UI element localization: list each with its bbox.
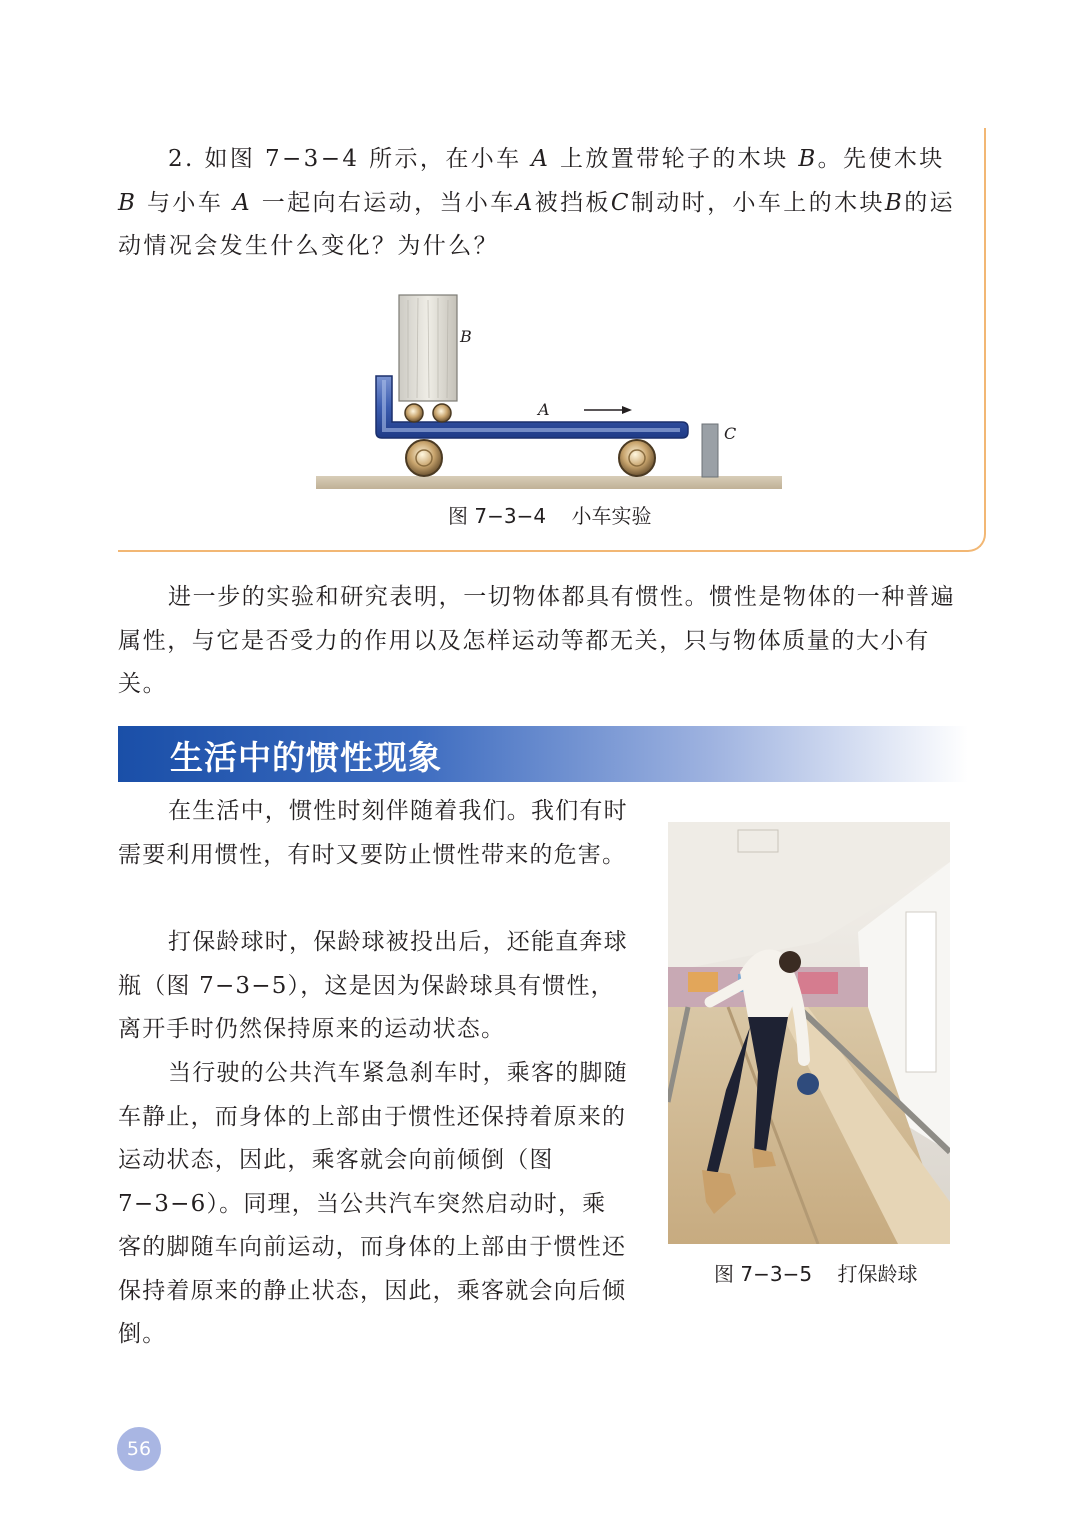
cart-wheel bbox=[619, 440, 655, 476]
section-banner bbox=[118, 726, 968, 782]
stopper-c bbox=[702, 424, 718, 477]
label-b: B bbox=[460, 327, 472, 346]
question-text: 2. 如图 7−3−4 所示，在小车 A 上放置带轮子的木块 B。先使木块 B 与小车 A 一起向右运动，当小车A被挡板C制动时，小车上的木块B的运动情况会发生什么变化？为什么？ bbox=[118, 146, 956, 259]
bowling-ball bbox=[797, 1073, 819, 1095]
page-number: 56 bbox=[117, 1427, 161, 1471]
block-wheel bbox=[433, 404, 451, 422]
ground bbox=[316, 476, 782, 489]
paragraph-inertia-in-life: 在生活中，惯性时刻伴随着我们。我们有时需要利用惯性，有时又要防止惯性带来的危害。 bbox=[118, 798, 628, 868]
block-wheel bbox=[405, 404, 423, 422]
cart-wheel bbox=[406, 440, 442, 476]
label-c: C bbox=[724, 424, 737, 443]
paragraph-inertia-property: 进一步的实验和研究表明，一切物体都具有惯性。惯性是物体的一种普遍属性，与它是否受力的作用以及怎样运动等都无关，只与物体质量的大小有关。 bbox=[118, 584, 956, 697]
section-title: 生活中的惯性现象 bbox=[170, 738, 442, 777]
bowling-photo bbox=[668, 822, 950, 1244]
figure-caption-7-3-5: 图 7−3−5 打保龄球 bbox=[714, 1262, 918, 1286]
paragraph-bus-braking: 当行驶的公共汽车紧急刹车时，乘客的脚随车静止，而身体的上部由于惯性还保持着原来的运动状态，因此，乘客就会向前倾倒（图 7−3−6）。同理，当公共汽车突然启动时，乘客的脚随车向前运动，而身体的上部由于惯性还保持着原来的静止状态，因此，乘客就会向后倾倒。 bbox=[118, 1060, 628, 1347]
motion-arrow-icon bbox=[584, 406, 632, 414]
figure-caption-7-3-4: 图 7−3−4 小车实验 bbox=[448, 504, 652, 528]
label-a: A bbox=[538, 400, 550, 419]
paragraph-bowling: 打保龄球时，保龄球被投出后，还能直奔球瓶（图 7−3−5），这是因为保龄球具有惯性，离开手时仍然保持原来的运动状态。 bbox=[118, 929, 628, 1042]
cart-experiment-figure bbox=[310, 288, 790, 498]
